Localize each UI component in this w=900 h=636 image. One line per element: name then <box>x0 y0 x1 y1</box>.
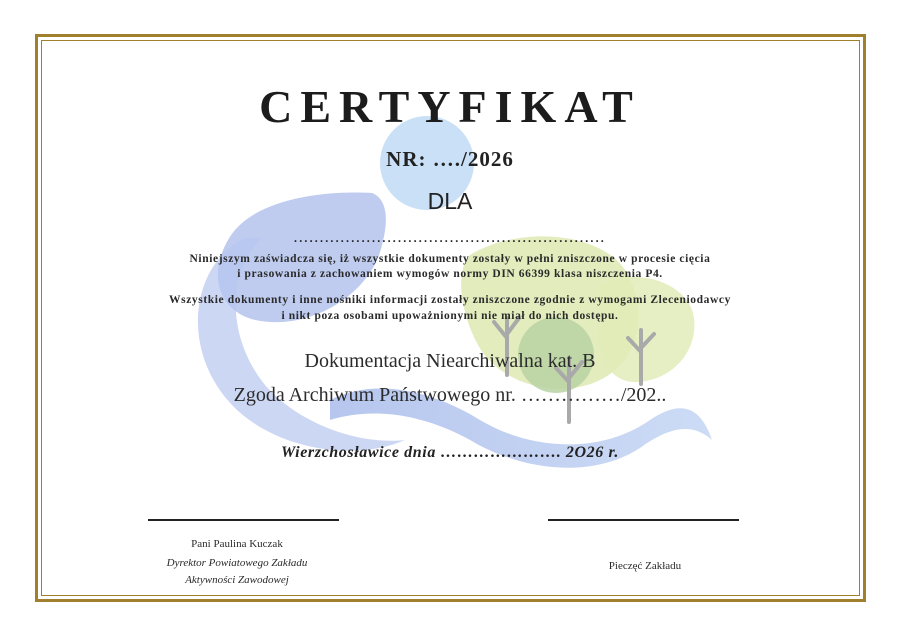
certificate-number: NR: …./2026 <box>386 147 514 171</box>
document-type: Dokumentacja Niearchiwalna kat. B <box>304 350 596 372</box>
director-name: Pani Paulina Kuczak <box>191 538 283 550</box>
statement-line-2: i prasowania z zachowaniem wymogów normy DIN 66399 klasa niszczenia P4. <box>237 268 663 280</box>
for-label: DLA <box>427 188 473 214</box>
signature-line-director <box>148 519 339 521</box>
director-role-line-1: Dyrektor Powiatowego Zakładu <box>166 557 308 569</box>
statement-line-4: i nikt poza osobami upoważnionymi nie miał do nich dostępu. <box>281 310 619 322</box>
statement-line-3: Wszystkie dokumenty i inne nośniki informacji zostały zniszczone zgodnie z wymogami Zleceniodawcy <box>169 294 731 306</box>
director-role-line-2: Aktywności Zawodowej <box>185 574 289 586</box>
certificate-title: CERTYFIKAT <box>259 81 641 132</box>
recipient-placeholder: ............................................................ <box>294 231 606 245</box>
place-date-line: Wierzchosławice dnia …………………. 2O26 r. <box>280 444 620 461</box>
stamp-label: Pieczęć Zakładu <box>608 560 682 572</box>
statement-line-1: Niniejszym zaświadcza się, iż wszystkie dokumenty zostały w pełni zniszczone w procesie cięcia <box>189 253 711 265</box>
archive-consent: Zgoda Archiwum Państwowego nr. ……………/202.. <box>233 384 667 406</box>
signature-line-stamp <box>548 519 739 521</box>
